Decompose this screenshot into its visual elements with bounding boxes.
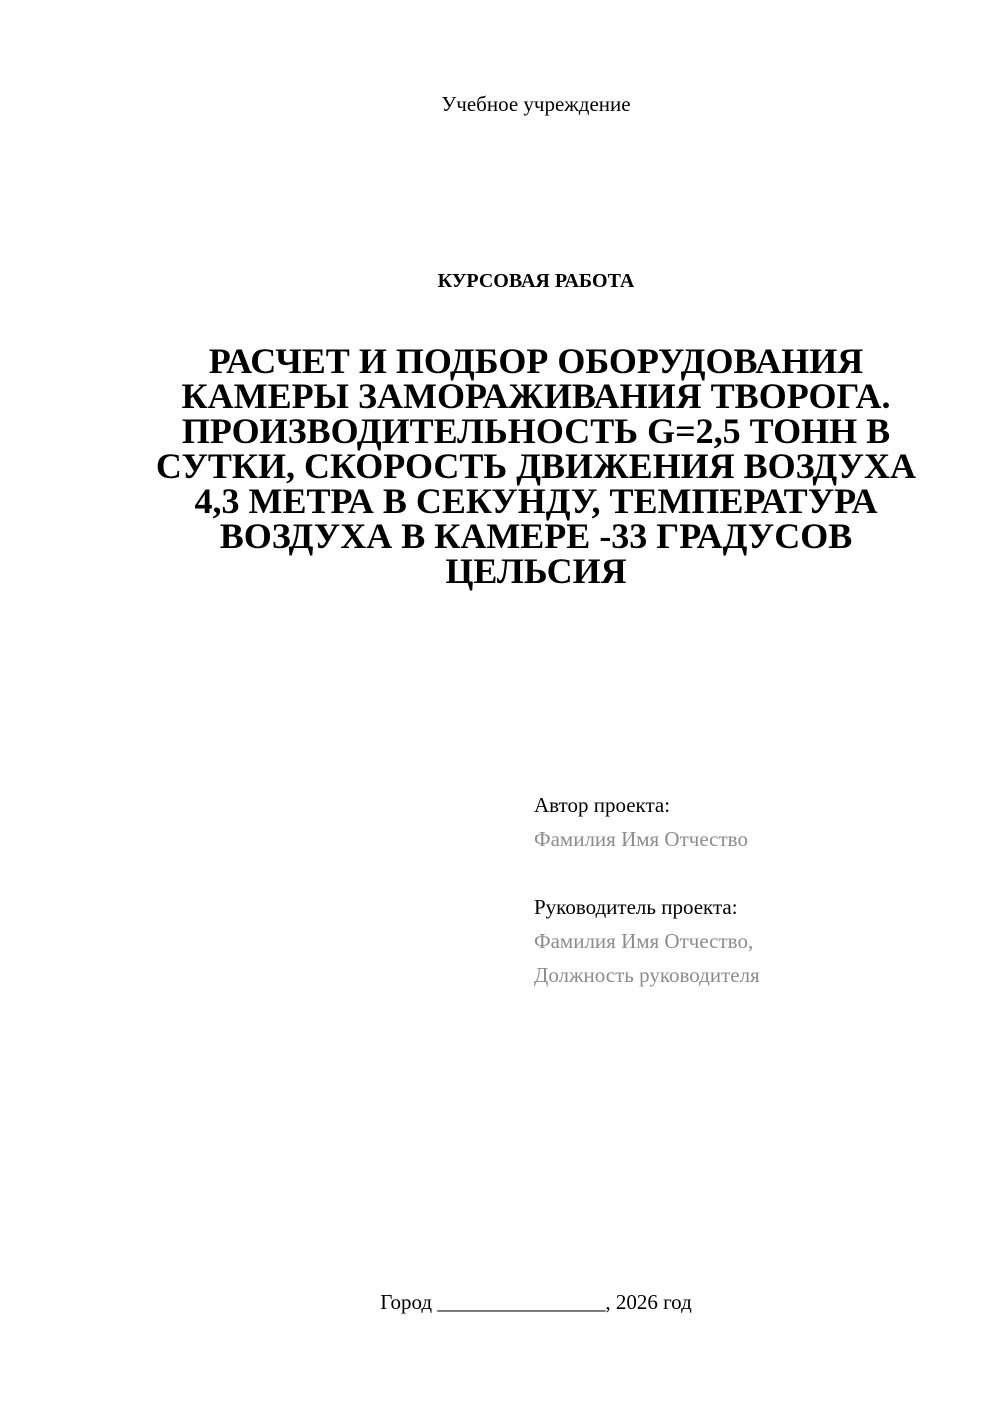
institution-name: Учебное учреждение [441, 92, 631, 116]
document-title: РАСЧЕТ И ПОДБОР ОБОРУДОВАНИЯ КАМЕРЫ ЗАМОРАЖИВАНИЯ ТВОРОГА. ПРОИЗВОДИТЕЛЬНОСТЬ G=2,5 ТОНН В СУТКИ, СКОРОСТЬ ДВИЖЕНИЯ ВОЗДУХА 4,3 МЕТРА В СЕКУНДУ, ТЕМПЕРАТУРА ВОЗДУХА В КАМЕРЕ -33 ГРАДУСОВ ЦЕЛЬСИЯ [155, 341, 917, 591]
signature-block [534, 788, 974, 992]
signature-spacer [534, 856, 974, 890]
city-year-line: Город ________________, 2026 год [380, 1290, 692, 1314]
document-type: КУРСОВАЯ РАБОТА [437, 270, 635, 292]
supervisor-position: Должность руководителя [534, 963, 760, 987]
author-name: Фамилия Имя Отчество [534, 827, 748, 851]
author-label: Автор проекта: [534, 793, 671, 817]
supervisor-name: Фамилия Имя Отчество, [534, 929, 754, 953]
supervisor-label: Руководитель проекта: [534, 895, 738, 919]
